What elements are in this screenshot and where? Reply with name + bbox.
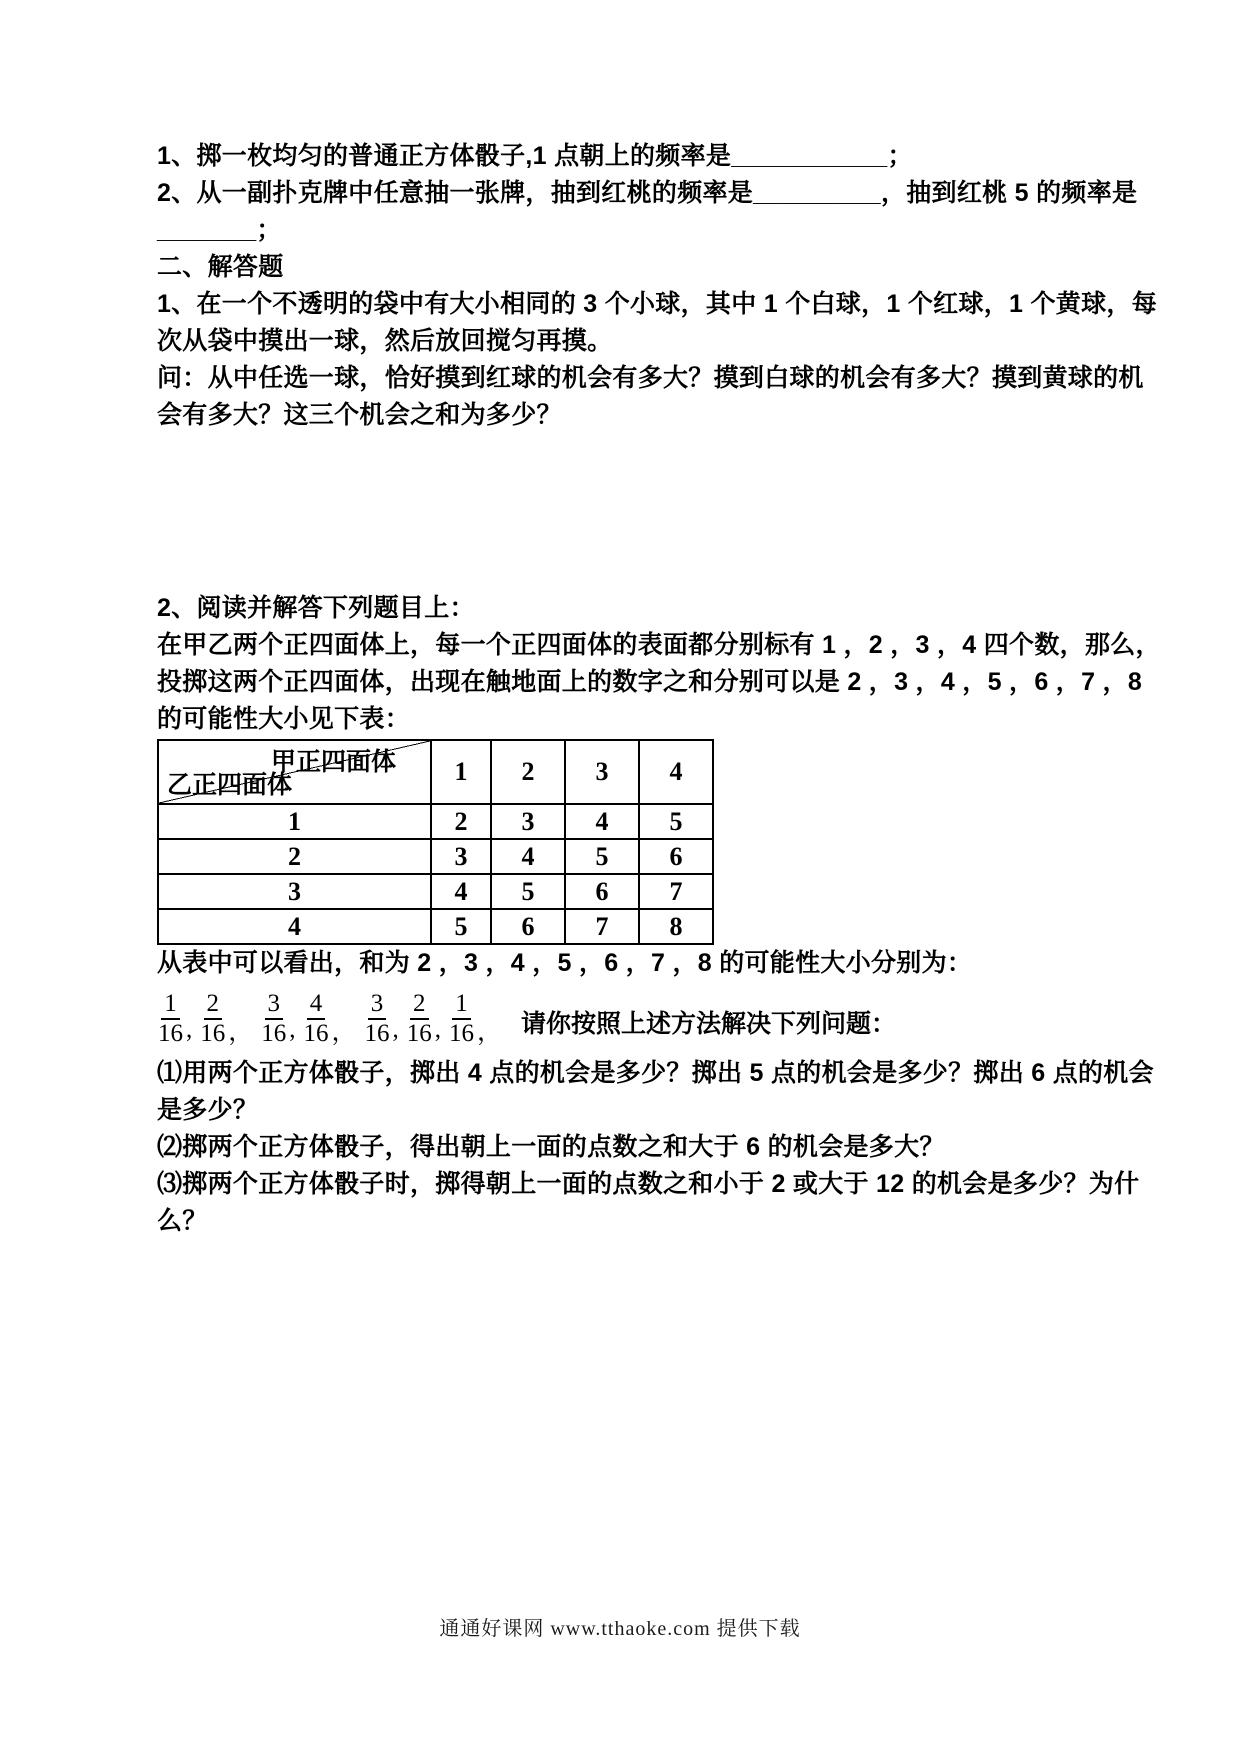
table-row <box>158 909 713 944</box>
fraction <box>199 990 226 1048</box>
corner-label-yi: 乙正四面体 <box>167 771 293 799</box>
fraction-separator: ， <box>477 1019 503 1046</box>
fraction-denominator: 16 <box>364 1020 390 1047</box>
fraction-separator: ， <box>331 1019 357 1046</box>
sum-cell: 6 <box>639 839 713 874</box>
fraction-separator: , <box>289 1016 296 1043</box>
problem1-question-line-1: 问：从中任选一球，恰好摸到红球的机会有多大？摸到白球的机会有多大？摸到黄球的机 <box>157 364 1144 392</box>
worksheet-body <box>157 138 1161 1240</box>
table-row <box>158 839 713 874</box>
problem2-intro-2: 在甲乙两个正四面体上，每一个正四面体的表面都分别标有 1 ，2 ，3 ，4 四个数，那么， <box>157 631 1161 659</box>
problem2-intro-3: 投掷这两个正四面体，出现在触地面上的数字之和分别可以是 2 ，3 ，4 ，5 ，6 ，7 ，8 <box>157 668 1143 696</box>
section-heading: 二、解答题 <box>157 253 284 281</box>
row-label-cell: 4 <box>158 909 431 944</box>
fraction-numerator: 2 <box>410 990 429 1020</box>
sum-cell: 4 <box>431 874 491 909</box>
problem1-line-2: 次从袋中摸出一球，然后放回搅匀再摸。 <box>157 327 613 355</box>
sum-cell: 5 <box>491 874 565 909</box>
row-label-cell: 2 <box>158 839 431 874</box>
table-row <box>158 874 713 909</box>
table-summary-line: 从表中可以看出，和为 2 ，3 ，4 ，5 ，6 ，7 ，8 的可能性大小分别为： <box>157 949 973 977</box>
sum-cell: 4 <box>491 839 565 874</box>
row-label-cell: 1 <box>158 804 431 839</box>
table-corner-cell <box>158 740 431 804</box>
fraction-numerator: 1 <box>452 990 471 1020</box>
fraction-denominator: 16 <box>406 1020 432 1047</box>
problem2-intro-4: 的可能性大小见下表： <box>157 705 411 733</box>
fill-in-item-2: 2、从一副扑克牌中任意抽一张牌，抽到红桃的频率是_________，抽到红桃 5 的频率是 <box>157 179 1138 207</box>
fraction-numerator: 3 <box>368 990 387 1020</box>
fraction <box>157 990 184 1048</box>
corner-label-jia: 甲正四面体 <box>271 748 397 776</box>
sum-cell: 6 <box>565 874 639 909</box>
question-3-line-2: 么？ <box>157 1207 208 1235</box>
fraction-denominator: 16 <box>449 1020 475 1047</box>
col-header-cell: 4 <box>639 740 713 804</box>
sum-cell: 4 <box>565 804 639 839</box>
fraction-numerator: 1 <box>161 990 180 1020</box>
answer-workspace <box>157 434 1067 590</box>
fractions-suffix-text: 请你按照上述方法解决下列问题： <box>521 1010 897 1038</box>
sum-cell: 5 <box>431 909 491 944</box>
sum-cell: 3 <box>491 804 565 839</box>
sum-cell: 6 <box>491 909 565 944</box>
sum-cell: 3 <box>431 839 491 874</box>
fraction-numerator: 4 <box>307 990 326 1020</box>
problem1-line-1: 1、在一个不透明的袋中有大小相同的 3 个小球，其中 1 个白球，1 个红球，1 个黄球，每 <box>157 290 1157 318</box>
fill-in-item-1: 1、掷一枚均匀的普通正方体骰子,1 点朝上的频率是___________； <box>157 142 913 170</box>
problem2-intro-1: 2、阅读并解答下列题目上： <box>157 594 475 622</box>
question-2: ⑵掷两个正方体骰子，得出朝上一面的点数之和大于 6 的机会是多大？ <box>157 1133 945 1161</box>
fraction-numerator: 3 <box>265 990 284 1020</box>
watermark-footer: 通通好课网 www.tthaoke.com 提供下载 <box>439 1618 801 1640</box>
sum-cell: 5 <box>639 804 713 839</box>
question-1-line-2: 是多少？ <box>157 1096 259 1124</box>
sum-cell: 7 <box>565 909 639 944</box>
fraction-separator: , <box>186 1016 193 1043</box>
question-1-line-1: ⑴用两个正方体骰子，掷出 4 点的机会是多少？掷出 5 点的机会是多少？掷出 6 点的机会 <box>157 1059 1154 1087</box>
fraction-separator: ， <box>228 1019 254 1046</box>
sum-possibility-table <box>157 739 714 945</box>
problem1-question-line-2: 会有多大？这三个机会之和为多少？ <box>157 401 562 429</box>
question-3-line-1: ⑶掷两个正方体骰子时，掷得朝上一面的点数之和小于 2 或大于 12 的机会是多少？为什 <box>157 1170 1140 1198</box>
table-row <box>158 804 713 839</box>
sum-cell: 2 <box>431 804 491 839</box>
col-header-cell: 2 <box>491 740 565 804</box>
fractions-row <box>157 983 1067 1055</box>
col-header-cell: 3 <box>565 740 639 804</box>
sum-cell: 7 <box>639 874 713 909</box>
sum-cell: 8 <box>639 909 713 944</box>
fraction <box>406 990 433 1048</box>
fraction-denominator: 16 <box>261 1020 287 1047</box>
sum-cell: 5 <box>565 839 639 874</box>
fraction-numerator: 2 <box>204 990 223 1020</box>
fraction-denominator: 16 <box>158 1020 183 1047</box>
fraction-denominator: 16 <box>200 1020 226 1047</box>
fraction-denominator: 16 <box>303 1020 329 1047</box>
fill-in-item-2-cont: _______； <box>157 216 282 244</box>
col-header-cell: 1 <box>431 740 491 804</box>
row-label-cell: 3 <box>158 874 431 909</box>
fraction-separator: , <box>392 1016 399 1043</box>
fraction <box>364 990 391 1048</box>
fraction <box>260 990 287 1048</box>
fraction-separator: , <box>434 1016 442 1043</box>
fraction <box>303 990 330 1048</box>
fraction <box>448 990 475 1048</box>
